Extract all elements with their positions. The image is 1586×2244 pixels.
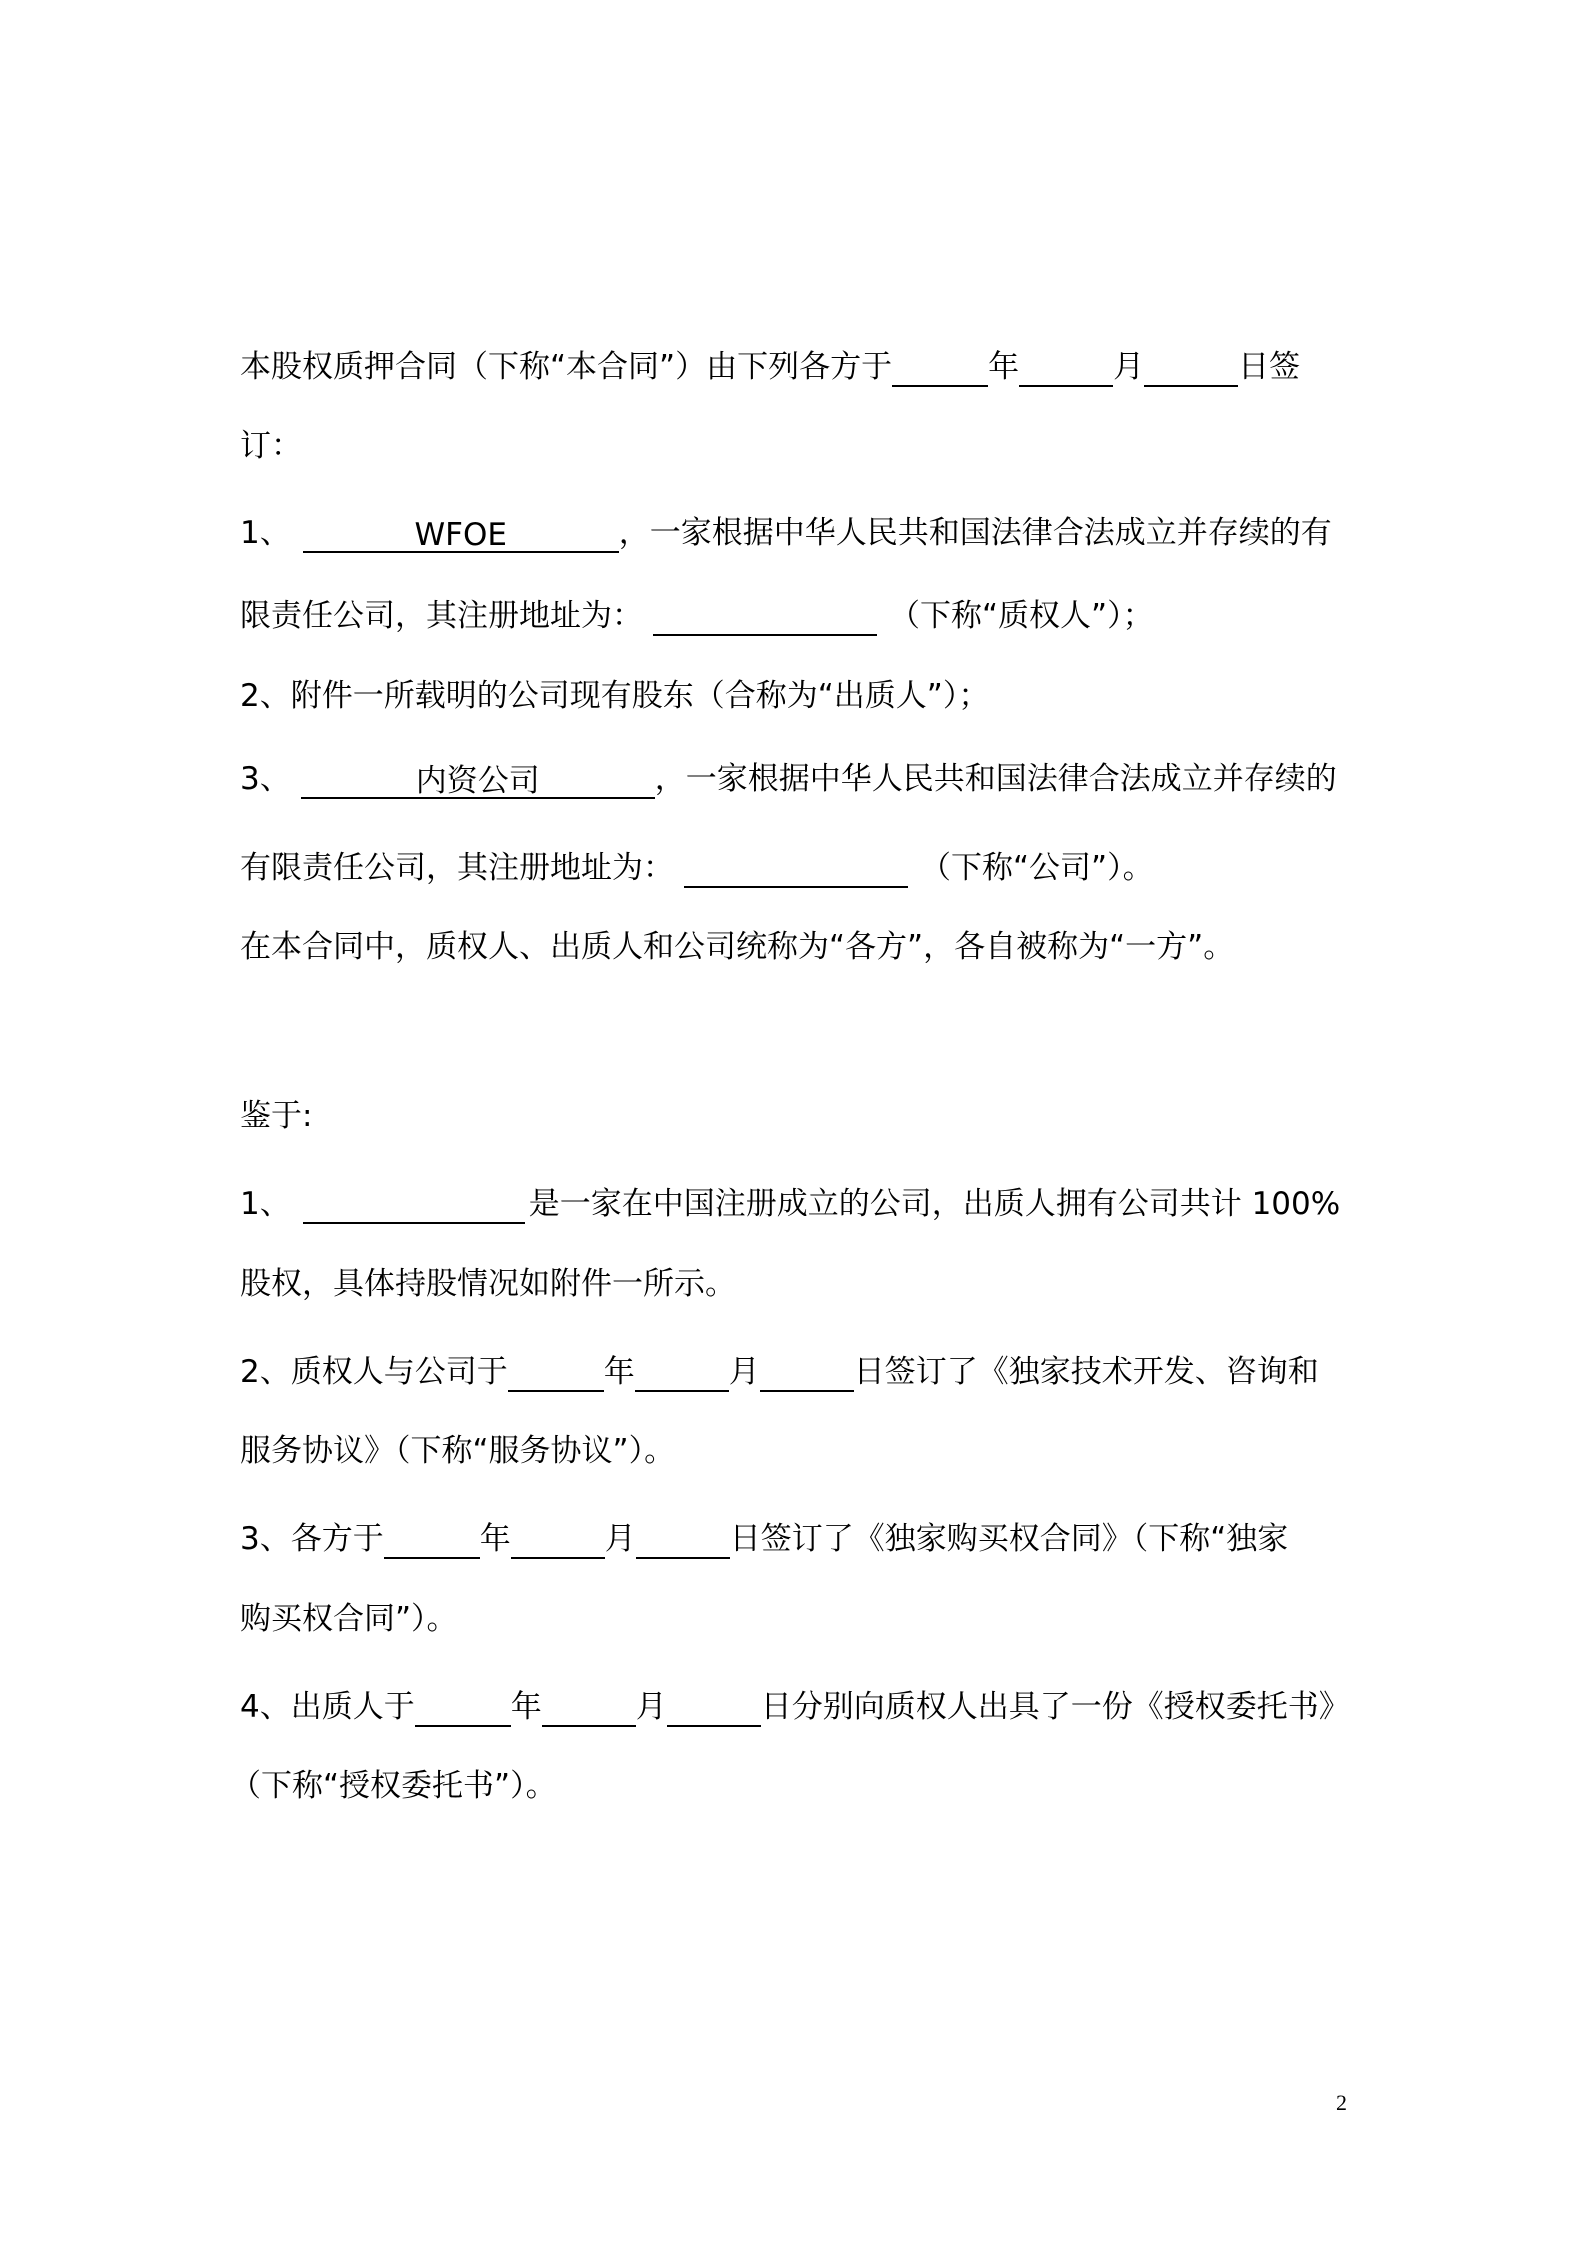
intro-line-2: 订： [240, 428, 302, 464]
whereas-3-day-blank [636, 1521, 730, 1559]
year-label: 年 [988, 349, 1020, 385]
whereas-3-tail: 日签订了《独家购买权合同》（下称“独家 [729, 1521, 1289, 1557]
whereas-1-text: 是一家在中国注册成立的公司，出质人拥有公司共计 100% [528, 1186, 1341, 1222]
whereas-4-line-2: （下称“授权委托书”）。 [230, 1768, 557, 1804]
whereas-4-month-blank [542, 1689, 636, 1727]
month-label: 月 [635, 1689, 667, 1725]
party-1-line-1 [240, 513, 1332, 553]
party-3-address-label: 有限责任公司，其注册地址为： [240, 850, 674, 886]
whereas-2-month-blank [635, 1354, 729, 1392]
party-1-number: 1、 [240, 515, 291, 551]
whereas-4-line-1 [240, 1687, 1350, 1727]
whereas-heading: 鉴于: [240, 1098, 313, 1134]
whereas-2-tail: 日签订了《独家技术开发、咨询和 [853, 1354, 1319, 1390]
whereas-1-line-2: 股权，具体持股情况如附件一所示。 [240, 1266, 736, 1302]
page-number: 2 [1336, 2090, 1347, 2115]
whereas-3-month-blank [511, 1521, 605, 1559]
whereas-2-line-1 [240, 1352, 1319, 1392]
whereas-3-line-1 [240, 1519, 1288, 1559]
collective-definition: 在本合同中，质权人、出质人和公司统称为“各方”，各自被称为“一方”。 [240, 929, 1235, 965]
party-3-description: ，一家根据中华人民共和国法律合法成立并存续的 [654, 761, 1337, 797]
month-label: 月 [728, 1354, 760, 1390]
whereas-4-year-blank [415, 1689, 511, 1727]
whereas-2-year-blank [508, 1354, 604, 1392]
whereas-2-text: 2、质权人与公司于 [240, 1354, 508, 1390]
whereas-3-year-blank [384, 1521, 480, 1559]
whereas-2-day-blank [760, 1354, 854, 1392]
whereas-2-line-2: 服务协议》（下称“服务协议”）。 [240, 1433, 676, 1469]
year-label: 年 [603, 1354, 635, 1390]
intro-text: 本股权质押合同（下称“本合同”）由下列各方于 [240, 349, 893, 385]
party-1-name-field: WFOE [303, 515, 619, 553]
whereas-1-line-1 [240, 1184, 1340, 1224]
date-year-blank [892, 349, 988, 387]
whereas-1-number: 1、 [240, 1186, 291, 1222]
whereas-3-text: 3、各方于 [240, 1521, 384, 1557]
party-3-alias: （下称“公司”）。 [920, 850, 1154, 886]
whereas-4-day-blank [667, 1689, 761, 1727]
party-3-address-blank [684, 850, 908, 888]
whereas-1-company-blank [303, 1186, 525, 1224]
intro-line-1 [240, 347, 1300, 387]
party-1-alias: （下称“质权人”）； [889, 598, 1154, 634]
party-2-line: 2、附件一所载明的公司现有股东（合称为“出质人”）； [240, 678, 990, 714]
party-3-number: 3、 [240, 761, 291, 797]
date-day-blank [1144, 349, 1238, 387]
party-1-description: ，一家根据中华人民共和国法律合法成立并存续的有 [618, 515, 1332, 551]
whereas-4-tail: 日分别向质权人出具了一份《授权委托书》 [760, 1689, 1350, 1725]
year-label: 年 [479, 1521, 511, 1557]
party-1-line-2 [240, 596, 1154, 636]
year-label: 年 [510, 1689, 542, 1725]
month-label: 月 [1113, 349, 1145, 385]
day-sign-label: 日签 [1238, 349, 1301, 385]
party-3-name-field: 内资公司 [301, 761, 655, 799]
party-1-address-label: 限责任公司，其注册地址为： [240, 598, 643, 634]
date-month-blank [1019, 349, 1113, 387]
party-3-line-1 [240, 759, 1337, 799]
whereas-3-line-2: 购买权合同”）。 [240, 1601, 458, 1637]
party-3-line-2 [240, 848, 1154, 888]
month-label: 月 [604, 1521, 636, 1557]
whereas-4-text: 4、出质人于 [240, 1689, 415, 1725]
party-1-address-blank [653, 598, 877, 636]
